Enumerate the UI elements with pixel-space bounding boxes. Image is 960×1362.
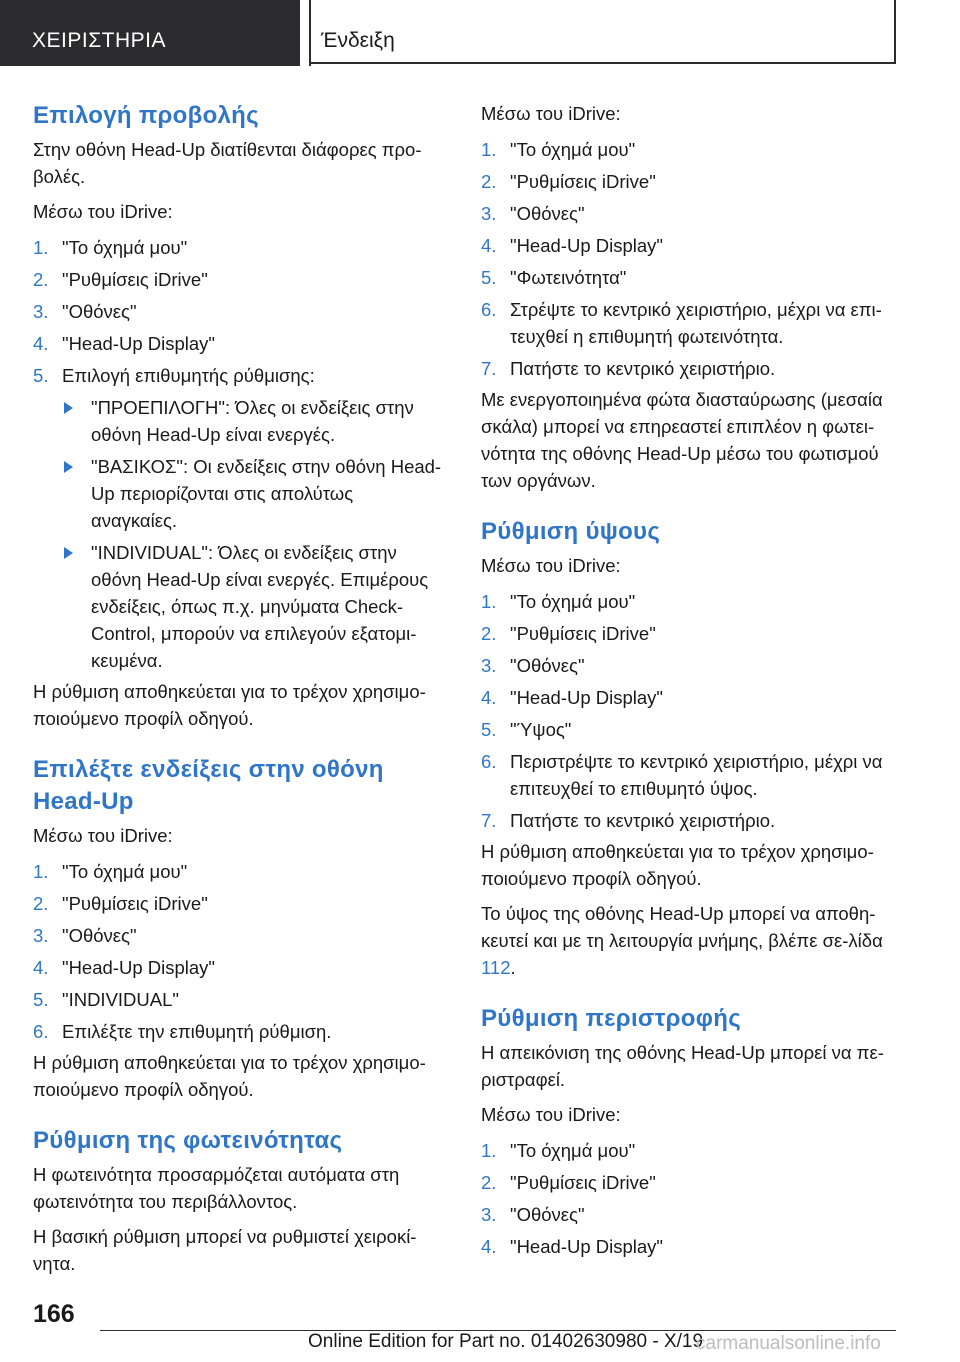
subsection-tab bbox=[309, 0, 896, 64]
header-separator bbox=[309, 0, 311, 66]
via-idrive-label: Μέσω του iDrive: bbox=[481, 1104, 621, 1125]
list-item: 3. "Οθόνες" bbox=[33, 301, 137, 322]
list-item: 1. "Το όχημά μου" bbox=[33, 861, 188, 882]
list-item: 6. Περιστρέψτε το κεντρικό χειριστήριο, μέχρι να επιτευχθεί το επιθυμητό ύψος. bbox=[481, 751, 883, 799]
numbered-list bbox=[481, 1137, 891, 1260]
list-item: 5. "Φωτεινότητα" bbox=[481, 267, 627, 288]
list-item: 3. "Οθόνες" bbox=[33, 925, 137, 946]
list-item: 1. "Το όχημά μου" bbox=[481, 139, 636, 160]
page-header bbox=[0, 0, 960, 66]
heading-brightness: Ρύθμιση της φωτεινότητας bbox=[33, 1127, 343, 1154]
list-item: 1. "Το όχημά μου" bbox=[33, 237, 188, 258]
triangle-bullet-icon bbox=[64, 402, 73, 414]
numbered-list bbox=[481, 136, 891, 382]
list-item: 4. "Head-Up Display" bbox=[33, 333, 215, 354]
list-item: 2. "Ρυθμίσεις iDrive" bbox=[481, 623, 656, 644]
via-idrive-label: Μέσω του iDrive: bbox=[481, 103, 621, 124]
list-item: 2. "Ρυθμίσεις iDrive" bbox=[33, 269, 208, 290]
page-number: 166 bbox=[33, 1300, 75, 1328]
list-item: 1. "Το όχημά μου" bbox=[481, 1140, 636, 1161]
list-item: 6. Στρέψτε το κεντρικό χειριστήριο, μέχρι να επι-τευχθεί η επιθυμητή φωτεινότητα. bbox=[481, 299, 882, 347]
via-idrive-label: Μέσω του iDrive: bbox=[33, 825, 173, 846]
heading-height: Ρύθμιση ύψους bbox=[481, 518, 661, 545]
paragraph: Στην οθόνη Head-Up διατίθενται διάφορες προ-βολές. bbox=[33, 139, 422, 187]
numbered-list bbox=[33, 234, 443, 389]
list-item: 2. "Ρυθμίσεις iDrive" bbox=[481, 171, 656, 192]
edition-info: Online Edition for Part no. 01402630980 - X/19 bbox=[308, 1331, 704, 1352]
paragraph: Με ενεργοποιημένα φώτα διασταύρωσης (μεσαία σκάλα) μπορεί να επηρεαστεί επιπλέον η φωτει-νότητα της οθόνης Head-Up μέσω του φωτισμού των οργάνων. bbox=[481, 389, 883, 491]
via-idrive-label: Μέσω του iDrive: bbox=[481, 555, 621, 576]
paragraph: Το ύψος της οθόνης Head-Up μπορεί να αποθη-κευτεί και με τη λειτουργία μνήμης, βλέπε σε-λίδα 112. bbox=[481, 903, 883, 978]
heading-rotation: Ρύθμιση περιστροφής bbox=[481, 1005, 741, 1032]
subsection-title: Ένδειξη bbox=[321, 29, 395, 52]
list-item: 5. "INDIVIDUAL" bbox=[33, 989, 179, 1010]
list-item: 4. "Head-Up Display" bbox=[33, 957, 215, 978]
heading-view-selection: Επιλογή προβολής bbox=[33, 102, 259, 129]
section-tab bbox=[0, 0, 300, 66]
list-item: 7. Πατήστε το κεντρικό χειριστήριο. bbox=[481, 810, 776, 831]
list-item: 4. "Head-Up Display" bbox=[481, 687, 663, 708]
list-item: 2. "Ρυθμίσεις iDrive" bbox=[481, 1172, 656, 1193]
list-item: 1. "Το όχημά μου" bbox=[481, 591, 636, 612]
numbered-list bbox=[481, 588, 891, 834]
list-item: 5. Επιλογή επιθυμητής ρύθμισης: bbox=[33, 365, 315, 386]
list-item: 6. Επιλέξτε την επιθυμητή ρύθμιση. bbox=[33, 1021, 332, 1042]
paragraph: Η ρύθμιση αποθηκεύεται για το τρέχον χρησιμο-ποιούμενο προφίλ οδηγού. bbox=[33, 1052, 426, 1100]
list-item: 3. "Οθόνες" bbox=[481, 655, 585, 676]
paragraph: Η βασική ρύθμιση μπορεί να ρυθμιστεί χειροκί-νητα. bbox=[33, 1226, 417, 1274]
list-item: 4. "Head-Up Display" bbox=[481, 1236, 663, 1257]
paragraph: Η απεικόνιση της οθόνης Head-Up μπορεί να πε-ριστραφεί. bbox=[481, 1042, 884, 1090]
section-title: ΧΕΙΡΙΣΤΗΡΙΑ bbox=[32, 29, 167, 52]
option-list bbox=[33, 394, 443, 674]
list-item: 7. Πατήστε το κεντρικό χειριστήριο. bbox=[481, 358, 776, 379]
option-item: "INDIVIDUAL": Όλες οι ενδείξεις στην οθόνη Head-Up είναι ενεργές. Επιμέρους ενδείξεις, όπως π.χ. μηνύματα Check-Control, μπορούν να επιλεγούν εξατομι-κευμένα. bbox=[33, 539, 443, 674]
list-item: 3. "Οθόνες" bbox=[481, 203, 585, 224]
list-item: 5. "Ύψος" bbox=[481, 719, 572, 740]
option-item: "ΠΡΟΕΠΙΛΟΓΗ": Όλες οι ενδείξεις στην οθόνη Head-Up είναι ενεργές. bbox=[33, 394, 443, 448]
paragraph: Η ρύθμιση αποθηκεύεται για το τρέχον χρησιμο-ποιούμενο προφίλ οδηγού. bbox=[33, 681, 426, 729]
via-idrive-label: Μέσω του iDrive: bbox=[33, 201, 173, 222]
paragraph: Η φωτεινότητα προσαρμόζεται αυτόματα στη φωτεινότητα του περιβάλλοντος. bbox=[33, 1164, 400, 1212]
option-item: "ΒΑΣΙΚΟΣ": Οι ενδείξεις στην οθόνη Head-Up περιορίζονται στις απολύτως αναγκαίες. bbox=[33, 453, 443, 534]
left-column bbox=[33, 100, 443, 1277]
list-item: 4. "Head-Up Display" bbox=[481, 235, 663, 256]
triangle-bullet-icon bbox=[64, 547, 73, 559]
list-item: 2. "Ρυθμίσεις iDrive" bbox=[33, 893, 208, 914]
watermark: carmanualsonline.info bbox=[696, 1333, 881, 1354]
triangle-bullet-icon bbox=[64, 461, 73, 473]
list-item: 3. "Οθόνες" bbox=[481, 1204, 585, 1225]
numbered-list bbox=[33, 858, 443, 1045]
paragraph: Η ρύθμιση αποθηκεύεται για το τρέχον χρησιμο-ποιούμενο προφίλ οδηγού. bbox=[481, 841, 874, 889]
page-reference-link[interactable]: 112 bbox=[481, 957, 511, 978]
right-column bbox=[481, 100, 891, 1260]
heading-select-indications: Επιλέξτε ενδείξεις στην οθόνη Head-Up bbox=[33, 756, 384, 815]
